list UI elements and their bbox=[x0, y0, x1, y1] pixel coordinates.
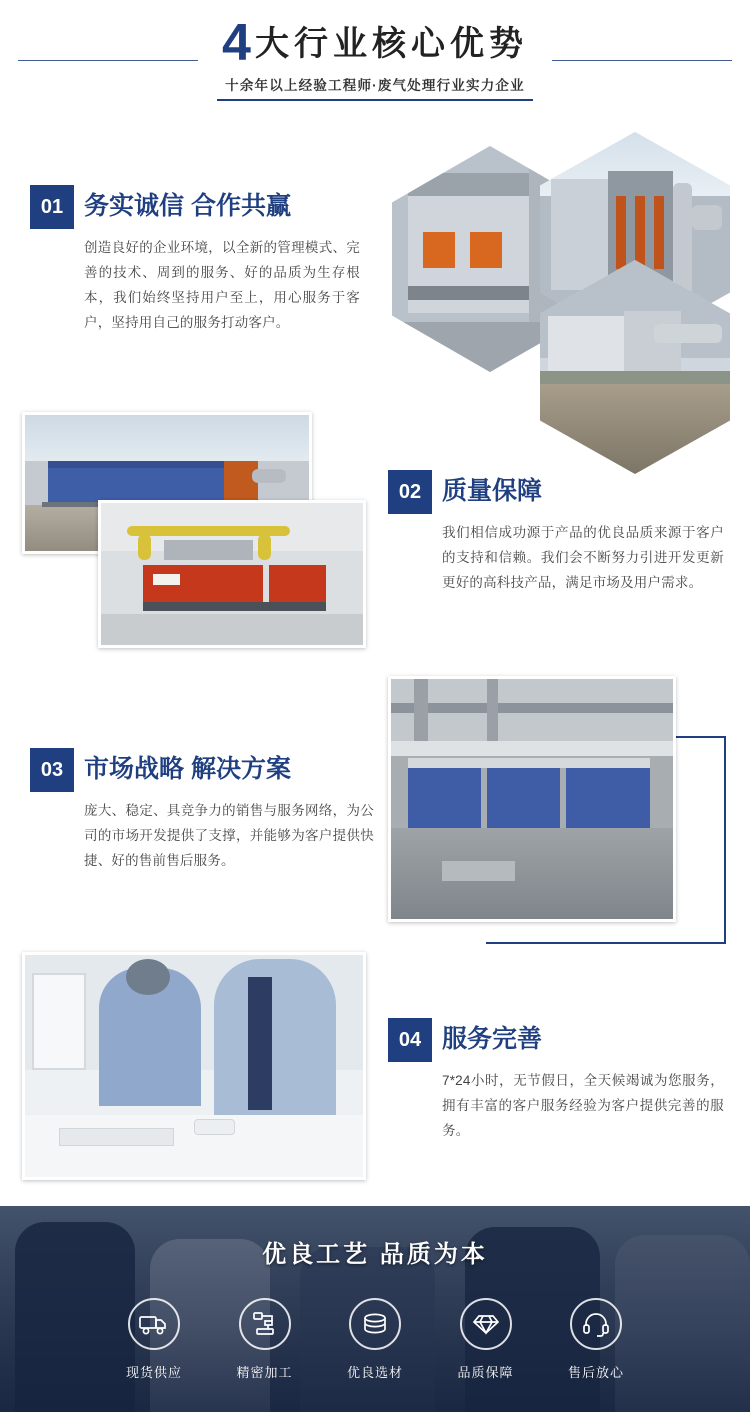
footer-item-label: 售后放心 bbox=[567, 1365, 624, 1380]
footer-item-label: 现货供应 bbox=[125, 1365, 182, 1380]
footer-item-stock-supply[interactable] bbox=[110, 1298, 198, 1381]
photo-content bbox=[391, 679, 673, 919]
photo-content bbox=[101, 503, 363, 645]
footer-item-label: 品质保障 bbox=[457, 1365, 514, 1380]
photo-workshop-equipment-row bbox=[388, 676, 676, 922]
footer-item-quality-guarantee[interactable] bbox=[442, 1298, 530, 1381]
truck-icon bbox=[128, 1298, 180, 1350]
feature-3-number: 03 bbox=[30, 748, 74, 792]
photo-catalytic-furnace bbox=[98, 500, 366, 648]
feature-3-title: 市场战略 解决方案 bbox=[84, 755, 291, 783]
feature-block-3 bbox=[30, 748, 376, 873]
machine-icon bbox=[239, 1298, 291, 1350]
feature-block-1 bbox=[30, 185, 360, 335]
page-subtitle: 十余年以上经验工程师·废气处理行业实力企业 bbox=[217, 74, 533, 101]
headset-icon bbox=[570, 1298, 622, 1350]
title-number: 4 bbox=[222, 14, 251, 72]
feature-2-title: 质量保障 bbox=[442, 477, 543, 505]
feature-2-number: 02 bbox=[388, 470, 432, 514]
footer-icon-list bbox=[110, 1298, 640, 1381]
page-subtitle-wrap bbox=[0, 74, 750, 101]
feature-1-title: 务实诚信 合作共赢 bbox=[84, 192, 291, 220]
page-title bbox=[222, 14, 528, 72]
page-header bbox=[0, 0, 750, 118]
footer-title: 优良工艺 品质为本 bbox=[262, 1241, 488, 1268]
footer-item-quality-materials[interactable] bbox=[331, 1298, 419, 1381]
footer-banner bbox=[0, 1206, 750, 1412]
photo-content bbox=[25, 955, 363, 1177]
feature-4-body: 7*24小时，无节假日，全天候竭诚为您服务，拥有丰富的客户服务经验为客户提供完善的服务。 bbox=[442, 1073, 724, 1138]
feature-block-4 bbox=[388, 1018, 724, 1143]
feature-3-body: 庞大、稳定、具竞争力的销售与服务网络，为公司的市场开发提供了支撑，并能够为客户提供快捷、好的售前售后服务。 bbox=[84, 803, 374, 868]
feature-1-body: 创造良好的企业环境，以全新的管理模式、完善的技术、周到的服务、好的品质为生存根本，我们始终坚持用户至上，用心服务于客户，坚持用自己的服务打动客户。 bbox=[84, 240, 360, 330]
footer-item-precision-machining[interactable] bbox=[221, 1298, 309, 1381]
feature-block-2 bbox=[388, 470, 724, 595]
feature-2-body: 我们相信成功源于产品的优良品质来源于客户的支持和信赖。我们会不断努力引进开发更新更好的高科技产品，满足市场及用户需求。 bbox=[442, 525, 724, 590]
footer-item-label: 优良选材 bbox=[346, 1365, 403, 1380]
feature-4-title: 服务完善 bbox=[442, 1025, 543, 1053]
feature-4-number: 04 bbox=[388, 1018, 432, 1062]
footer-item-label: 精密加工 bbox=[236, 1365, 293, 1380]
layers-icon bbox=[349, 1298, 401, 1350]
photo-customer-service-team bbox=[22, 952, 366, 1180]
title-text: 大行业核心优势 bbox=[254, 25, 528, 63]
feature-1-number: 01 bbox=[30, 185, 74, 229]
footer-item-after-sales[interactable] bbox=[552, 1298, 640, 1381]
diamond-icon bbox=[460, 1298, 512, 1350]
